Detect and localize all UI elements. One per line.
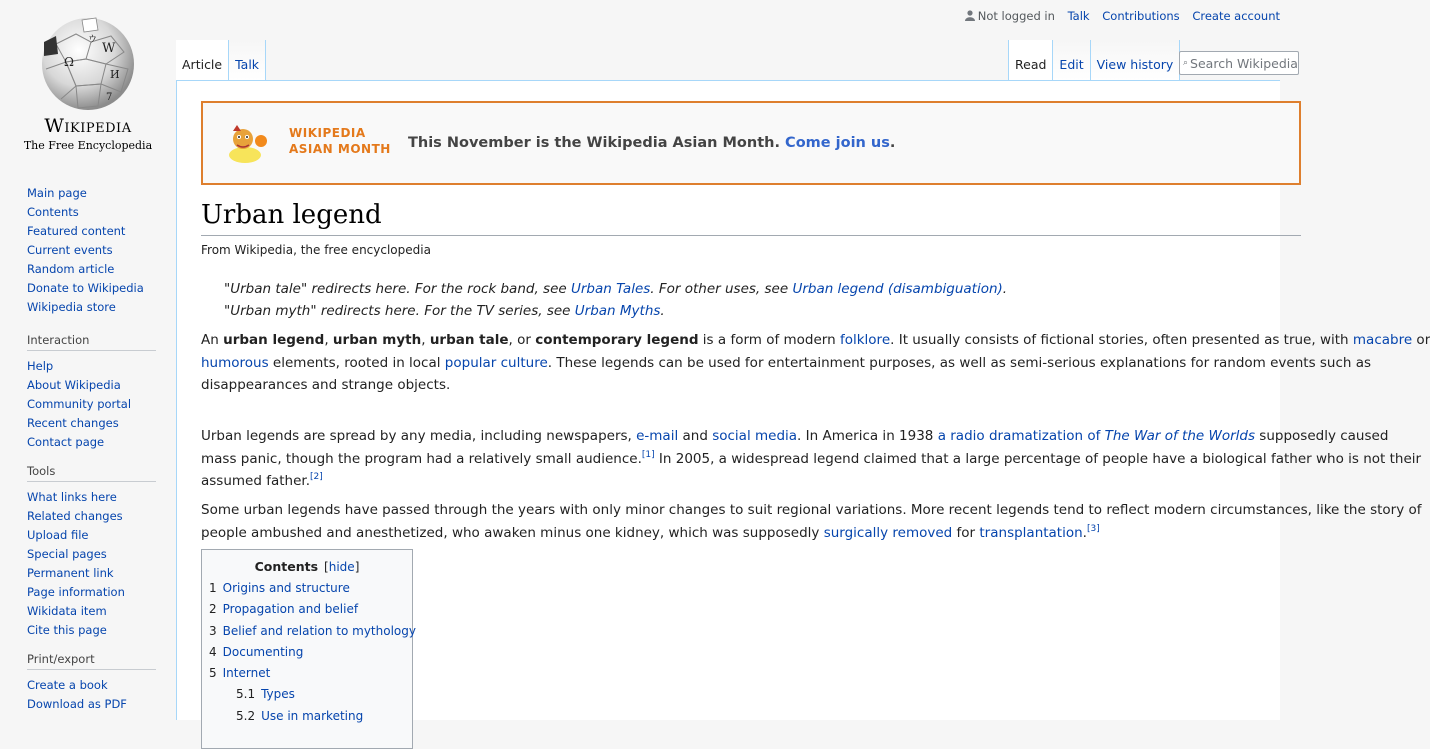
hatnote1-text-end: . — [1002, 281, 1008, 297]
p2-text: supposedly caused — [1255, 428, 1389, 444]
toc-link-propagation[interactable]: Propagation and belief — [222, 602, 359, 617]
sidebar-item-what-links-here[interactable]: What links here — [27, 490, 117, 504]
toc-item[interactable] — [209, 621, 416, 642]
svg-text:W: W — [102, 41, 116, 56]
sidebar-item-main-page[interactable]: Main page — [27, 186, 87, 200]
p1-text: , — [324, 332, 333, 348]
sidebar-print-export — [27, 652, 156, 714]
content-area — [176, 80, 1430, 723]
asian-month-mascot-icon — [227, 123, 267, 165]
p3-text: Some urban legends have passed through the years with only minor changes to suit regional variations. More recent legends tend to reflect modern circumstances, like the story of — [201, 502, 1422, 518]
toc-link-marketing[interactable]: Use in marketing — [261, 708, 364, 723]
p1-bold-urban-myth: urban myth — [332, 332, 422, 348]
link-social-media[interactable]: social media — [712, 428, 798, 444]
sidebar-interaction — [27, 333, 156, 452]
sidebar-navigation — [27, 184, 156, 317]
sidebar-item-community-portal[interactable]: Community portal — [27, 397, 132, 411]
toc-number: 1 — [209, 581, 217, 595]
tab-article[interactable] — [176, 40, 229, 80]
p1-text: , or — [508, 332, 536, 348]
sidebar-tools — [27, 464, 156, 640]
toc-header — [209, 558, 405, 578]
banner-logo-line1: WIKIPEDIA — [289, 126, 366, 140]
tab-read[interactable] — [1008, 40, 1053, 80]
sidebar-print-heading: Print/export — [27, 652, 156, 670]
sidebar-tools-heading: Tools — [27, 464, 156, 482]
sidebar-item-wikidata-item[interactable]: Wikidata item — [27, 604, 107, 618]
create-account-link[interactable]: Create account — [1192, 9, 1280, 23]
user-icon — [965, 10, 975, 21]
sidebar-item-random-article[interactable]: Random article — [27, 262, 115, 276]
p1-bold-urban-legend: urban legend — [223, 332, 325, 348]
sidebar-item-page-information[interactable]: Page information — [27, 585, 125, 599]
toc-hide-link[interactable]: hide — [328, 560, 355, 574]
toc-number: 5 — [209, 666, 217, 681]
toc-number: 2 — [209, 602, 217, 617]
sidebar-item-download-pdf[interactable]: Download as PDF — [27, 697, 127, 711]
toc-item[interactable] — [209, 684, 405, 705]
p2-text: In 2005, a widespread legend claimed that a large percentage of people have a biological father who is not their — [654, 450, 1422, 467]
toc-link-internet[interactable]: Internet — [222, 666, 271, 681]
paragraph-spread — [201, 425, 1422, 493]
link-surgically-removed[interactable]: surgically removed — [823, 524, 953, 541]
svg-text:Ω: Ω — [64, 55, 74, 69]
sidebar-item-upload-file[interactable]: Upload file — [27, 528, 89, 542]
logo-wordmark: Wikipedia — [44, 115, 132, 137]
link-humorous[interactable]: humorous — [201, 354, 269, 371]
p1-text: is a form of modern — [698, 332, 840, 348]
sidebar-item-featured-content[interactable]: Featured content — [27, 224, 126, 238]
p2-text: mass panic, though the program had a relatively small audience. — [201, 450, 642, 467]
sidebar-item-contents[interactable]: Contents — [27, 205, 79, 219]
reference-2[interactable]: [2] — [310, 472, 323, 482]
p1-text: An — [201, 332, 224, 348]
link-e-mail[interactable]: e-mail — [636, 428, 679, 444]
link-macabre[interactable]: macabre — [1352, 332, 1413, 348]
sidebar — [0, 180, 176, 726]
p3-text: . — [1082, 524, 1087, 541]
tab-read-label: Read — [1015, 57, 1047, 72]
reference-1[interactable]: [1] — [641, 449, 655, 460]
wikipedia-logo[interactable] — [0, 0, 176, 160]
hatnote1-text: "Urban tale" redirects here. For the rock band, see — [224, 281, 571, 297]
p1-text: . These legends can be used for entertainment purposes, as well as semi-serious explanations for random events such as — [547, 354, 1372, 371]
namespace-tabs — [176, 40, 266, 80]
toc-link-documenting[interactable]: Documenting — [222, 644, 304, 659]
tab-talk[interactable] — [229, 40, 266, 80]
p1-text: disappearances and strange objects. — [201, 377, 451, 393]
contributions-link[interactable]: Contributions — [1102, 9, 1180, 23]
toc-title: Contents — [254, 559, 319, 574]
search-box[interactable] — [1179, 51, 1299, 75]
sidebar-item-related-changes[interactable]: Related changes — [27, 509, 123, 523]
p2-text: Urban legends are spread by any media, including newspapers, — [201, 428, 637, 444]
toc-item[interactable] — [209, 578, 405, 599]
p1-text: . It usually consists of fictional stories, often presented as true, with — [890, 332, 1353, 348]
asian-month-logo-text — [289, 125, 391, 157]
tab-edit[interactable] — [1053, 40, 1090, 80]
p1-bold-urban-tale: urban tale — [429, 332, 509, 348]
toc-number: 5.2 — [236, 708, 256, 723]
not-logged-in-status: Not logged in — [977, 9, 1055, 23]
link-transplantation[interactable]: transplantation — [979, 524, 1083, 541]
sidebar-item-permanent-link[interactable]: Permanent link — [27, 566, 114, 580]
sidebar-item-about[interactable]: About Wikipedia — [27, 378, 121, 392]
link-war-of-the-worlds[interactable] — [938, 428, 1255, 444]
p1-text: , — [421, 332, 430, 348]
asian-month-banner — [201, 101, 1301, 185]
hatnote2-text: "Urban myth" redirects here. For the TV series, see — [224, 303, 575, 319]
wikipedia-globe-icon — [36, 14, 140, 114]
sidebar-item-recent-changes[interactable]: Recent changes — [27, 416, 119, 430]
banner-join-link[interactable]: Come join us — [785, 135, 890, 151]
toc-number: 3 — [209, 623, 217, 638]
toc-number: 5.1 — [236, 687, 256, 702]
toc-item[interactable] — [209, 706, 405, 727]
link-war-of-the-worlds-text: a radio dramatization of — [937, 428, 1105, 444]
sidebar-interaction-heading: Interaction — [27, 333, 156, 351]
sidebar-item-contact-page[interactable]: Contact page — [27, 435, 105, 449]
reference-3[interactable]: [3] — [1086, 523, 1100, 534]
p2-text: and — [678, 428, 713, 444]
paragraph-intro — [201, 329, 1430, 397]
personal-tools — [965, 9, 1280, 23]
table-of-contents — [201, 549, 416, 749]
hatnote1-link-urban-tales[interactable]: Urban Tales — [570, 281, 651, 297]
sidebar-item-current-events[interactable]: Current events — [27, 243, 113, 257]
toc-link-types[interactable]: Types — [261, 687, 295, 702]
toc-hide-toggle[interactable]: [hide] — [324, 560, 360, 574]
svg-text:ウ: ウ — [88, 35, 98, 45]
toc-item[interactable] — [209, 663, 405, 684]
banner-text: This November is the Wikipedia Asian Month. — [408, 135, 780, 151]
banner-logo-line2: ASIAN MONTH — [289, 142, 391, 156]
toc-item[interactable] — [209, 642, 405, 663]
search-input[interactable] — [1188, 56, 1298, 71]
logo-tagline: The Free Encyclopedia — [23, 139, 153, 152]
link-folklore[interactable]: folklore — [839, 332, 891, 348]
hatnote2-text-end: . — [660, 303, 665, 319]
p1-bold-contemporary-legend: contemporary legend — [535, 332, 699, 348]
hatnote2-link-urban-myths[interactable]: Urban Myths — [574, 303, 661, 319]
sidebar-item-donate[interactable]: Donate to Wikipedia — [27, 281, 144, 295]
sidebar-item-special-pages[interactable]: Special pages — [27, 547, 107, 561]
talk-link[interactable]: Talk — [1067, 9, 1090, 23]
hatnote1-text-mid: . For other uses, see — [650, 281, 793, 297]
banner-period: . — [889, 135, 896, 151]
p3-text: people ambushed and anesthetized, who awaken minus one kidney, which was supposedly — [201, 524, 824, 541]
hatnote1-link-disambiguation[interactable]: Urban legend (disambiguation) — [792, 281, 1003, 297]
toc-number: 4 — [209, 644, 217, 659]
sidebar-item-store[interactable]: Wikipedia store — [27, 300, 116, 314]
toc-item[interactable] — [209, 599, 405, 620]
p2-text: assumed father. — [201, 473, 310, 489]
page-title: Urban legend — [201, 197, 1301, 236]
hatnote-urban-myth — [224, 303, 665, 319]
paragraph-regional — [201, 499, 1422, 544]
search-icon: ⌕ — [1183, 58, 1189, 68]
svg-text:7: 7 — [106, 92, 113, 103]
sidebar-item-help[interactable]: Help — [27, 359, 54, 373]
p1-text: or — [1412, 332, 1430, 348]
tab-talk-label[interactable]: Talk — [235, 57, 260, 72]
tab-article-label: Article — [182, 57, 223, 72]
toc-link-belief[interactable]: Belief and relation to mythology — [222, 623, 416, 638]
hatnote-urban-tale — [224, 281, 1007, 297]
toc-link-origins[interactable]: Origins and structure — [222, 581, 350, 595]
svg-text:И: И — [110, 68, 120, 81]
p1-text: elements, rooted in local — [268, 354, 445, 371]
tab-view-history-label[interactable]: View history — [1096, 57, 1174, 72]
sidebar-item-create-book[interactable]: Create a book — [27, 678, 108, 692]
view-tabs — [1008, 40, 1180, 80]
banner-message — [408, 135, 895, 151]
p3-text: for — [952, 524, 980, 541]
tab-edit-label[interactable]: Edit — [1059, 57, 1084, 72]
tab-view-history[interactable] — [1091, 40, 1181, 80]
link-war-of-the-worlds-title: The War of the Worlds — [1104, 428, 1256, 444]
sidebar-item-cite-this-page[interactable]: Cite this page — [27, 623, 107, 637]
site-subtitle: From Wikipedia, the free encyclopedia — [201, 243, 431, 257]
p2-text: . In America in 1938 — [797, 428, 938, 444]
link-popular-culture[interactable]: popular culture — [444, 354, 548, 371]
